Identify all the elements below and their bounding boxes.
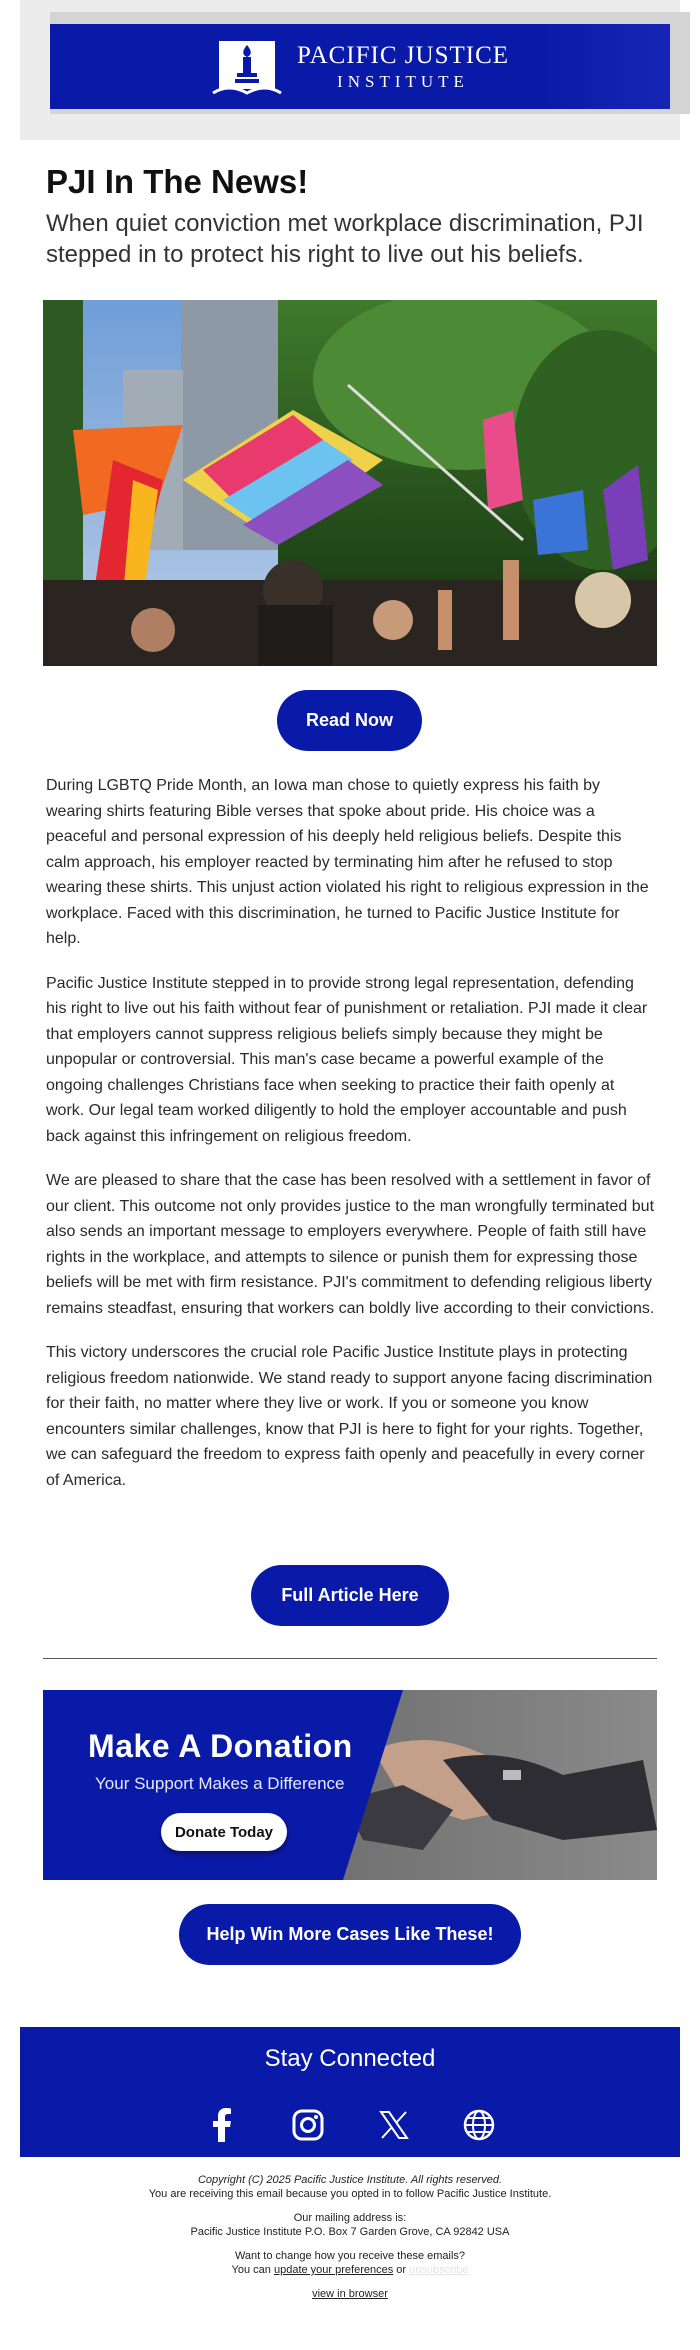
view-in-browser-link[interactable]: view in browser	[312, 2288, 388, 2300]
preferences-line	[0, 2263, 700, 2277]
article-paragraph: We are pleased to share that the case has been resolved with a settlement in favor of our client. This outcome not only provides justice to the man wrongfully terminated but also sends an important message to employers everywhere. People of faith still have rights in the workplace, and attempts to silence or punish them for expressing those beliefs will be met with firm resistance. PJI's commitment to defending religious liberty remains steadfast, ensuring that workers can boldly live according to their convictions.	[46, 1172, 655, 1317]
you-can-text: You can	[231, 2264, 271, 2276]
liberty-torch-logo-icon	[211, 37, 283, 97]
or-text: or	[396, 2264, 407, 2276]
opt-in-text: You are receiving this email because you opted in to follow Pacific Justice Institute.	[148, 2188, 552, 2200]
globe-icon[interactable]	[461, 2107, 497, 2143]
donation-subtitle: Your Support Makes a Difference	[95, 1774, 345, 1793]
full-article-button[interactable]: Full Article Here	[251, 1565, 449, 1626]
facebook-icon[interactable]	[204, 2107, 240, 2143]
copyright-text: Copyright (C) 2025 Pacific Justice Institute. All rights reserved.	[197, 2174, 503, 2186]
x-icon[interactable]	[376, 2107, 412, 2143]
read-now-button[interactable]: Read Now	[277, 690, 422, 751]
article-body	[46, 773, 656, 1512]
donate-today-button[interactable]: Donate Today	[161, 1813, 287, 1851]
brand-name-line1: PACIFIC JUSTICE	[296, 41, 510, 69]
change-prompt: Want to change how you receive these emails?	[234, 2250, 466, 2262]
donation-banner[interactable]	[43, 1690, 657, 1880]
hero-image[interactable]	[43, 300, 657, 666]
header	[20, 0, 680, 140]
page-subtitle: When quiet conviction met workplace discrimination, PJI stepped in to protect his right to live out his beliefs.	[46, 210, 644, 268]
mailing-address: Pacific Justice Institute P.O. Box 7 Garden Grove, CA 92842 USA	[190, 2226, 510, 2238]
article-paragraph: This victory underscores the crucial role Pacific Justice Institute plays in protecting religious freedom nationwide. We stand ready to support anyone facing discrimination for their faith, no matter where they live or work. If you or someone you know encounters similar challenges, know that PJI is here to fight for your rights. Together, we can safeguard the freedom to express faith openly and peacefully in every corner of America.	[46, 1344, 653, 1489]
article-paragraph: During LGBTQ Pride Month, an Iowa man chose to quietly express his faith by wearing shirts featuring Bible verses that spoke about pride. His choice was a peaceful and personal expression of his deeply held religious beliefs. Despite this calm approach, his employer reacted by terminating him after he refused to stop wearing these shirts. This unjust action violated his right to religious expression in the workplace. Faced with this discrimination, he turned to Pacific Justice Institute for help.	[46, 777, 649, 947]
stay-connected-title: Stay Connected	[264, 2045, 436, 2072]
page-title: PJI In The News!	[46, 163, 309, 200]
mailing-label: Our mailing address is:	[293, 2212, 407, 2224]
help-win-cases-button[interactable]: Help Win More Cases Like These!	[179, 1904, 521, 1965]
article-paragraph: Pacific Justice Institute stepped in to provide strong legal representation, defending his right to live out his faith without fear of punishment or retaliation. PJI made it clear that employers cannot suppress religious beliefs simply because they might be unpopular or controversial. This man's case became a powerful example of the ongoing challenges Christians face when seeking to practice their faith openly at work. Our legal team worked diligently to hold the employer accountable and push back against this infringement on religious freedom.	[46, 974, 648, 1145]
brand-name-line2: INSTITUTE	[337, 71, 469, 91]
unsubscribe-link[interactable]: unsubscribe	[409, 2264, 469, 2276]
footer	[0, 2173, 700, 2301]
brand-logo[interactable]	[50, 24, 670, 109]
pride-rally-flags-photo-icon	[43, 300, 657, 666]
header-banner	[50, 12, 690, 114]
update-preferences-link[interactable]: update your preferences	[273, 2264, 394, 2276]
instagram-icon[interactable]	[290, 2107, 326, 2143]
divider	[43, 1658, 657, 1659]
stay-connected-section	[20, 2027, 680, 2157]
donation-title: Make A Donation	[88, 1728, 353, 1764]
